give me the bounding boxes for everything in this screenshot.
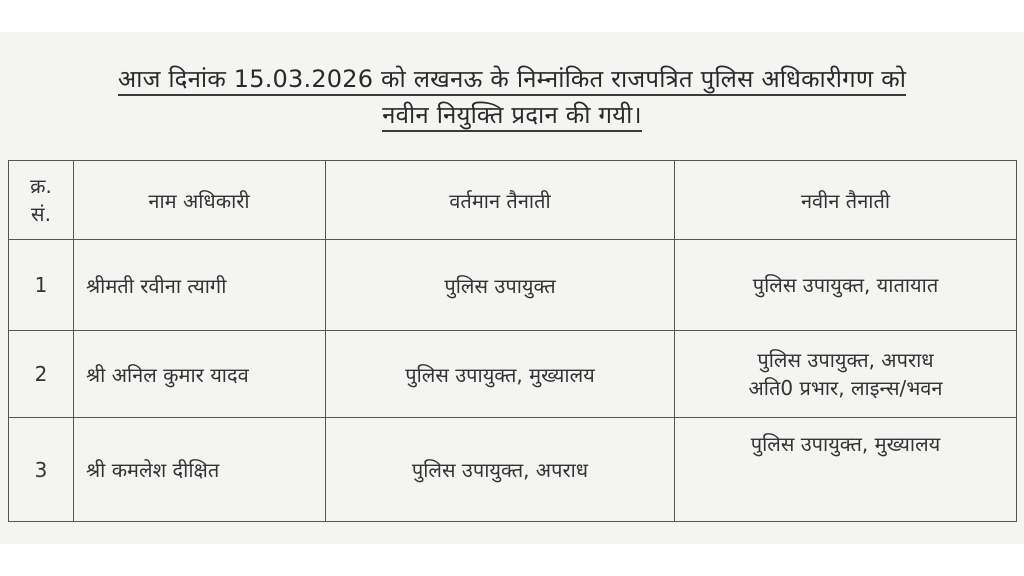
cell-current-posting: पुलिस उपायुक्त, मुख्यालय xyxy=(326,331,675,418)
cell-new-posting xyxy=(675,331,1017,418)
cell-officer-name: श्री कमलेश दीक्षित xyxy=(74,418,326,522)
header-officer-name: नाम अधिकारी xyxy=(74,161,326,240)
notice-heading-line1 xyxy=(0,62,1024,95)
table-row xyxy=(9,418,1017,522)
header-serial-line2: सं. xyxy=(31,202,51,226)
new-posting-line2: अति0 प्रभार, लाइन्स/भवन xyxy=(748,376,943,400)
header-serial-number xyxy=(9,161,74,240)
cell-serial-number: 1 xyxy=(9,240,74,331)
cell-serial-number: 2 xyxy=(9,331,74,418)
table-header-row xyxy=(9,161,1017,240)
notice-heading-line1-text: आज दिनांक 15.03.2026 को लखनऊ के निम्नांकित राजपत्रित पुलिस अधिकारीगण को xyxy=(118,65,906,96)
new-posting-line1: पुलिस उपायुक्त, मुख्यालय xyxy=(750,432,941,456)
cell-new-posting xyxy=(675,240,1017,331)
new-posting-line1: पुलिस उपायुक्त, यातायात xyxy=(752,273,939,297)
cell-current-posting: पुलिस उपायुक्त xyxy=(326,240,675,331)
posting-table xyxy=(8,160,1017,522)
notice-heading-line2-text: नवीन नियुक्ति प्रदान की गयी। xyxy=(382,101,642,132)
cell-officer-name: श्री अनिल कुमार यादव xyxy=(74,331,326,418)
header-serial-line1: क्र. xyxy=(30,174,52,198)
notice-heading-line2 xyxy=(0,98,1024,131)
cell-current-posting: पुलिस उपायुक्त, अपराध xyxy=(326,418,675,522)
table-row xyxy=(9,331,1017,418)
cell-serial-number: 3 xyxy=(9,418,74,522)
header-new-posting: नवीन तैनाती xyxy=(675,161,1017,240)
cell-officer-name: श्रीमती रवीना त्यागी xyxy=(74,240,326,331)
cell-new-posting xyxy=(675,418,1017,522)
table-row xyxy=(9,240,1017,331)
header-current-posting: वर्तमान तैनाती xyxy=(326,161,675,240)
new-posting-line1: पुलिस उपायुक्त, अपराध xyxy=(757,348,934,372)
